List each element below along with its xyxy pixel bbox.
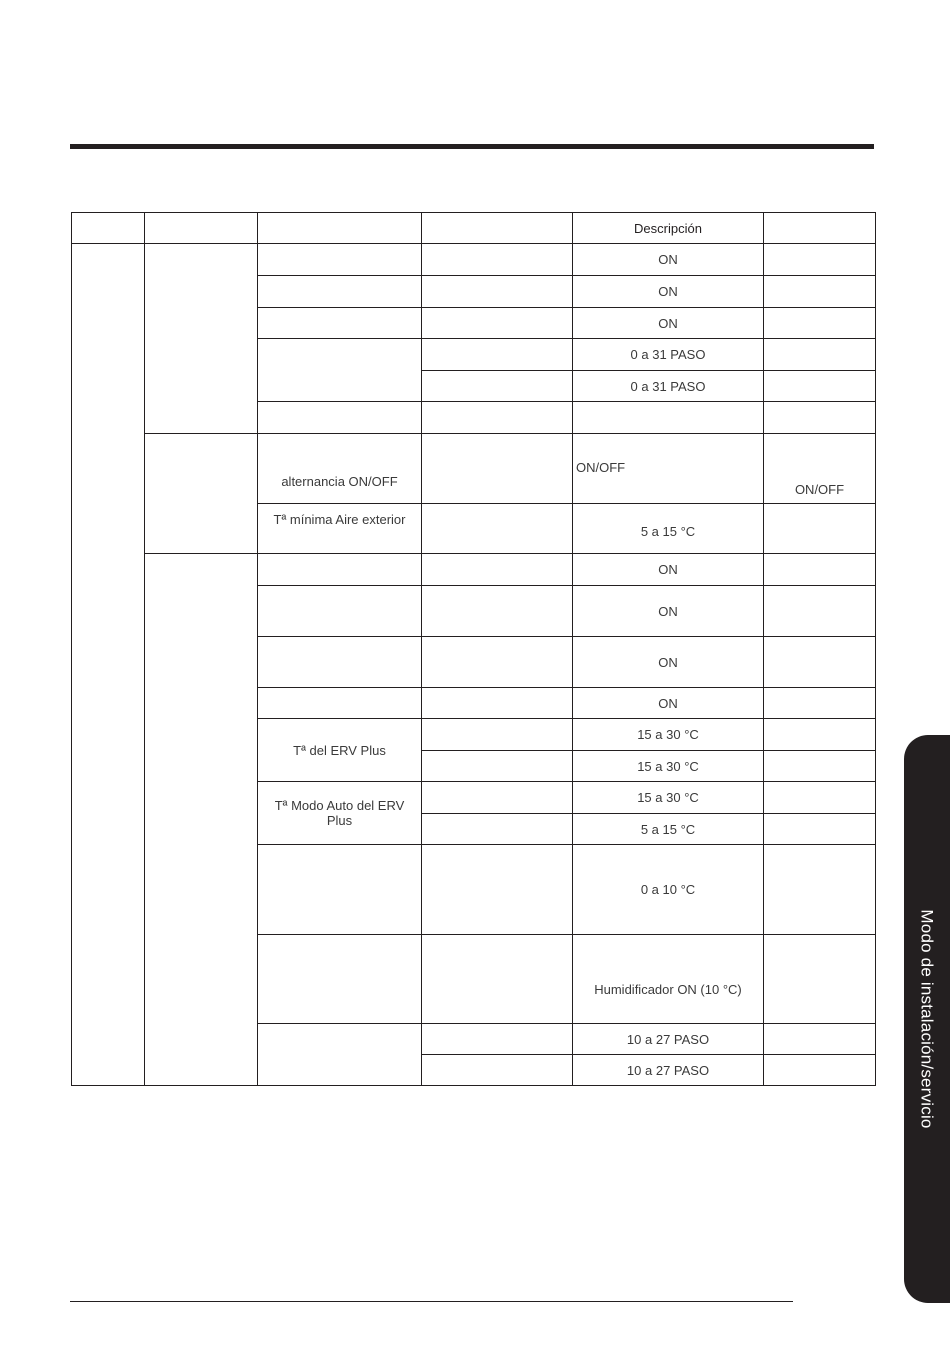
top-rule: [70, 144, 874, 149]
subgroup-cell-1: [145, 244, 258, 434]
desc-cell: 0 a 31 PASO: [573, 371, 764, 402]
label-cell: [258, 308, 422, 339]
default-cell: [764, 751, 876, 782]
label-cell: [258, 244, 422, 276]
default-cell: [764, 1024, 876, 1055]
desc-cell: 10 a 27 PASO: [573, 1055, 764, 1086]
header-cell-3: [258, 213, 422, 244]
desc-cell: 15 a 30 °C: [573, 751, 764, 782]
code-cell: [422, 504, 573, 554]
code-cell: [422, 782, 573, 814]
header-cell-1: [72, 213, 145, 244]
subgroup-cell-3: [145, 554, 258, 1086]
code-cell: [422, 1024, 573, 1055]
desc-cell: ON: [573, 554, 764, 586]
desc-cell: ON: [573, 308, 764, 339]
label-cell: alternancia ON/OFF: [258, 434, 422, 504]
label-cell: [258, 586, 422, 637]
label-cell: [258, 554, 422, 586]
label-cell: [258, 637, 422, 688]
default-cell: [764, 688, 876, 719]
default-cell: [764, 554, 876, 586]
table-row: [72, 554, 876, 586]
settings-table: [71, 212, 876, 1086]
label-cell: [258, 935, 422, 1024]
code-cell: [422, 845, 573, 935]
label-cell: [258, 1024, 422, 1086]
table-row: [72, 434, 876, 504]
code-cell: [422, 554, 573, 586]
default-cell: [764, 814, 876, 845]
default-cell: [764, 504, 876, 554]
code-cell: [422, 402, 573, 434]
desc-cell: 5 a 15 °C: [573, 504, 764, 554]
desc-cell: Humidificador ON (10 °C): [573, 935, 764, 1024]
desc-cell: ON/OFF: [573, 434, 764, 504]
code-cell: [422, 244, 573, 276]
code-cell: [422, 719, 573, 751]
default-cell: [764, 719, 876, 751]
default-cell: [764, 586, 876, 637]
code-cell: [422, 339, 573, 371]
label-cell: [258, 845, 422, 935]
label-cell: [258, 688, 422, 719]
header-cell-2: [145, 213, 258, 244]
default-cell: [764, 845, 876, 935]
desc-cell: ON: [573, 688, 764, 719]
label-cell: [258, 402, 422, 434]
desc-cell: ON: [573, 637, 764, 688]
default-cell: [764, 637, 876, 688]
code-cell: [422, 371, 573, 402]
default-cell: [764, 339, 876, 371]
table-row: [72, 244, 876, 276]
default-cell: [764, 308, 876, 339]
default-cell: [764, 244, 876, 276]
code-cell: [422, 814, 573, 845]
label-cell: Tª Modo Auto del ERV Plus: [258, 782, 422, 845]
default-cell: [764, 276, 876, 308]
default-cell: [764, 371, 876, 402]
desc-cell: ON: [573, 586, 764, 637]
section-side-tab-label: Modo de instalación/servicio: [918, 909, 937, 1129]
label-cell: [258, 276, 422, 308]
desc-cell: [573, 402, 764, 434]
bottom-rule: [70, 1301, 793, 1302]
default-cell: [764, 935, 876, 1024]
default-cell: ON/OFF: [764, 434, 876, 504]
header-cell-6: [764, 213, 876, 244]
code-cell: [422, 1055, 573, 1086]
desc-cell: ON: [573, 276, 764, 308]
desc-cell: 5 a 15 °C: [573, 814, 764, 845]
default-cell: [764, 1055, 876, 1086]
default-cell: [764, 402, 876, 434]
desc-cell: 0 a 31 PASO: [573, 339, 764, 371]
header-cell-4: [422, 213, 573, 244]
label-cell: Tª del ERV Plus: [258, 719, 422, 782]
desc-cell: ON: [573, 244, 764, 276]
desc-cell: 10 a 27 PASO: [573, 1024, 764, 1055]
code-cell: [422, 751, 573, 782]
code-cell: [422, 276, 573, 308]
desc-cell: 0 a 10 °C: [573, 845, 764, 935]
desc-cell: 15 a 30 °C: [573, 782, 764, 814]
desc-cell: 15 a 30 °C: [573, 719, 764, 751]
code-cell: [422, 308, 573, 339]
label-cell: [258, 339, 422, 402]
code-cell: [422, 637, 573, 688]
group-cell: [72, 244, 145, 1086]
table-header-row: [72, 213, 876, 244]
code-cell: [422, 688, 573, 719]
section-side-tab-label-wrap: [904, 735, 950, 1303]
header-descripcion: Descripción: [573, 213, 764, 244]
subgroup-cell-2: [145, 434, 258, 554]
label-cell: Tª mínima Aire exterior: [258, 504, 422, 554]
default-cell: [764, 782, 876, 814]
code-cell: [422, 434, 573, 504]
code-cell: [422, 935, 573, 1024]
code-cell: [422, 586, 573, 637]
